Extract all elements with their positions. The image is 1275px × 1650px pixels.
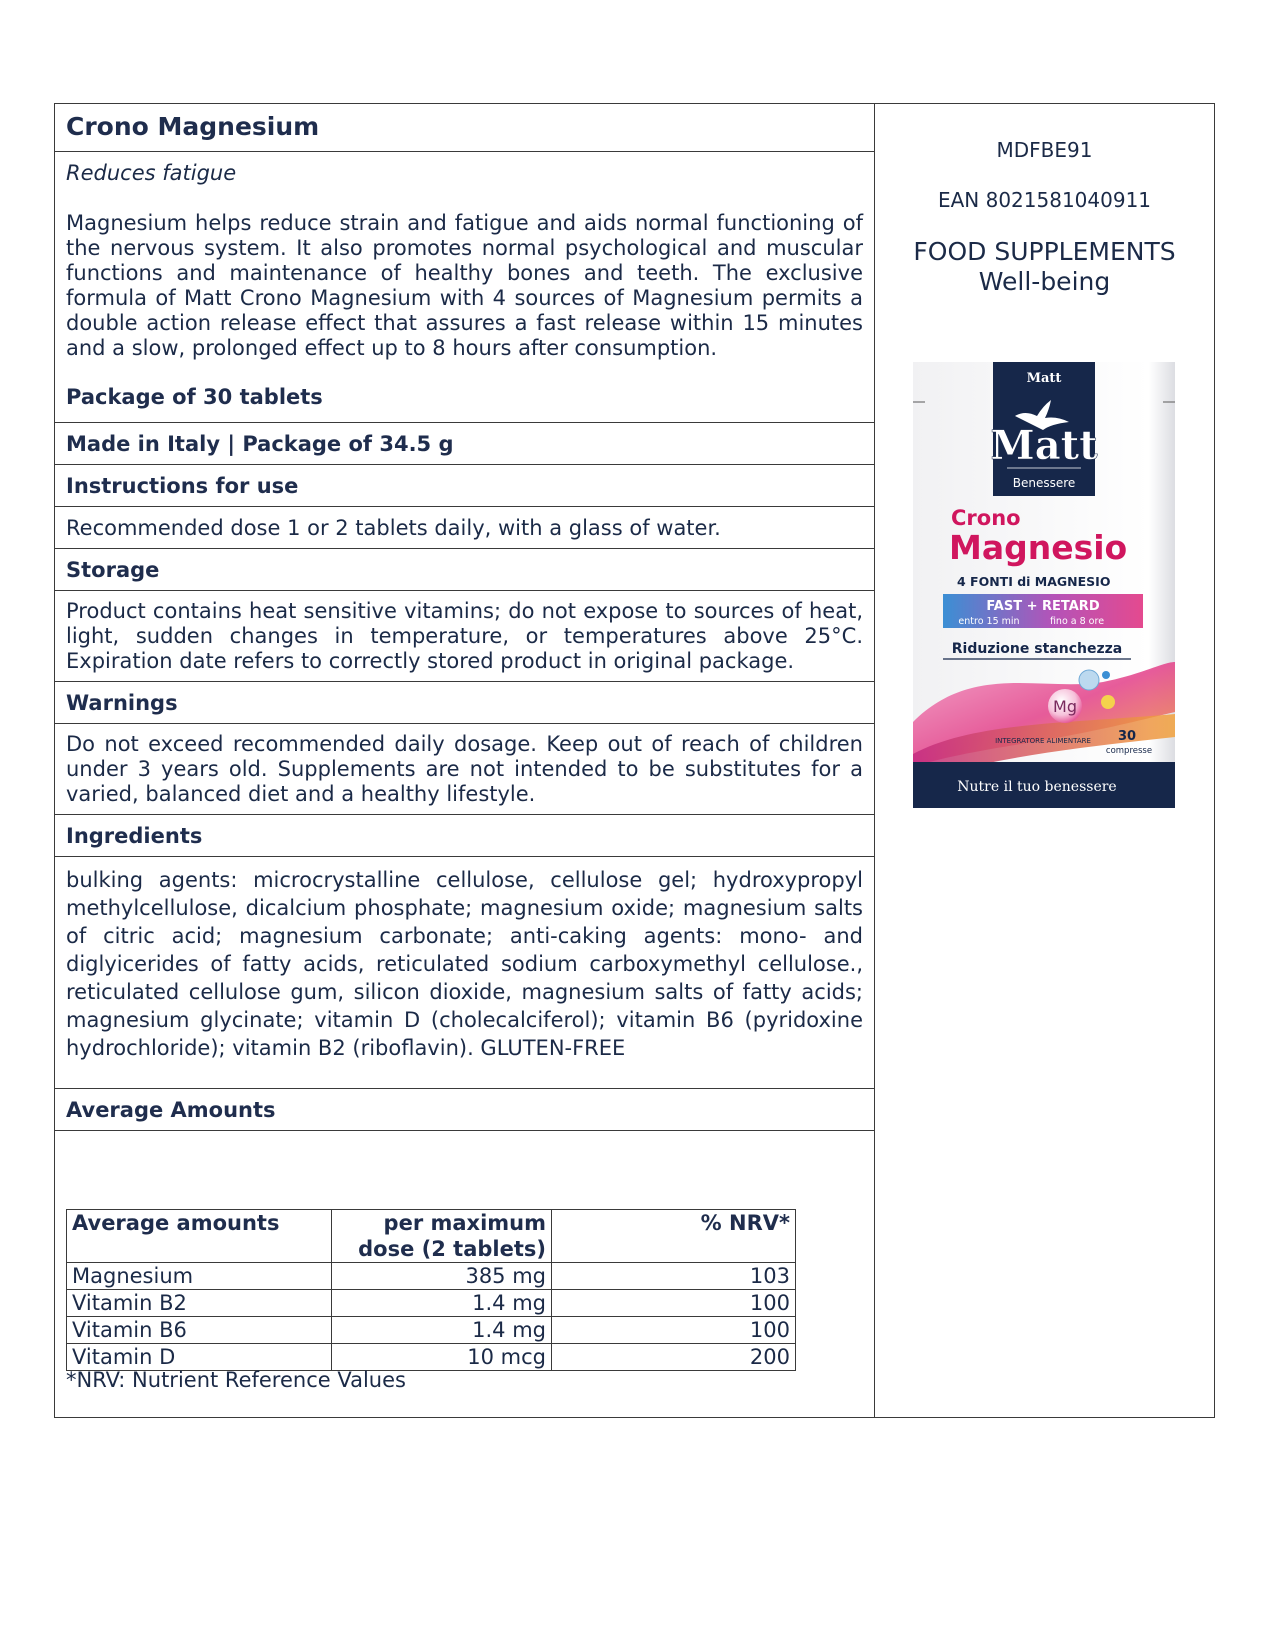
- nutrient-name: Vitamin B2: [67, 1290, 332, 1317]
- description-cell: [55, 152, 874, 423]
- nutrient-nrv: 100: [552, 1317, 796, 1344]
- nutrient-dose: 1.4 mg: [332, 1317, 552, 1344]
- origin-row: [55, 423, 874, 465]
- ingredients-row: [55, 857, 874, 1089]
- nutrient-name: Magnesium: [67, 1263, 332, 1290]
- pkg-sources: 4 FONTI di MAGNESIO: [957, 574, 1111, 589]
- instructions-text: Recommended dose 1 or 2 tablets daily, with a glass of water.: [66, 516, 721, 540]
- warnings-title: Warnings: [66, 691, 178, 715]
- package-size: Package of 30 tablets: [66, 385, 323, 409]
- amounts-title: Average Amounts: [66, 1098, 276, 1122]
- ingredients-text: bulking agents: microcrystalline cellulose, cellulose gel; hydroxypropyl methylcellulose, dicalcium phosphate; magnesium oxide; magnesium salts of citric acid; magnesium carbonate; anti-caking agents: mono- and diglyicerides of fatty acids, reticulated sodium carboxymethyl cellulose., reticulated cellulose gum, silicon dioxide, magnesium salts of fatty acids; magnesium glycinate; vitamin D (cholecalciferol); vitamin B6 (pyridoxine hydrochloride); vitamin B2 (riboflavin). GLUTEN-FREE: [66, 868, 863, 1060]
- table-row: [67, 1263, 796, 1290]
- instructions-title: Instructions for use: [66, 474, 299, 498]
- table-header-row: [67, 1210, 796, 1263]
- pkg-fast-retard: FAST + RETARD: [986, 599, 1100, 614]
- pkg-count: 30: [1117, 729, 1137, 744]
- nutrient-nrv: 103: [552, 1263, 796, 1290]
- ean-code: EAN 8021581040911: [937, 188, 1152, 212]
- ingredients-heading-row: [55, 815, 874, 857]
- pkg-claim: Riduzione stanchezza: [951, 641, 1123, 657]
- product-sheet: [54, 103, 1215, 1418]
- table-row: [67, 1317, 796, 1344]
- pkg-line: Benessere: [1012, 476, 1076, 490]
- pkg-symbol: Mg: [1053, 697, 1077, 716]
- pkg-count-label: compresse: [1105, 746, 1153, 756]
- pkg-slogan: Nutre il tuo benessere: [957, 779, 1117, 795]
- product-description: Magnesium helps reduce strain and fatigue and aids normal functioning of the nervous system. It also promotes normal psychological and muscular functions and maintenance of healthy bones and teeth. The exclusive formula of Matt Crono Magnesium with 4 sources of Magnesium permits a double action release effect that assures a fast release within 15 minutes and a slow, prolonged effect up to 8 hours after consumption.: [66, 211, 863, 360]
- subcategory-label: Well-being: [978, 267, 1111, 296]
- storage-row: [55, 591, 874, 682]
- nutrient-dose: 1.4 mg: [332, 1290, 552, 1317]
- instructions-row: [55, 507, 874, 549]
- storage-title: Storage: [66, 558, 160, 582]
- product-tagline: Reduces fatigue: [66, 161, 237, 185]
- ingredients-title: Ingredients: [66, 824, 203, 848]
- storage-heading-row: [55, 549, 874, 591]
- table-row: [67, 1344, 796, 1371]
- storage-text: Product contains heat sensitive vitamins; do not expose to sources of heat, light, sudden changes in temperature, or temperatures above 25°C. Expiration date refers to correctly stored product in original package.: [66, 599, 863, 673]
- warnings-heading-row: [55, 682, 874, 724]
- amounts-heading-row: [55, 1089, 874, 1131]
- pkg-retard-time: fino a 8 ore: [1049, 616, 1105, 627]
- nutrient-dose: 10 mcg: [332, 1344, 552, 1371]
- category-label: FOOD SUPPLEMENTS: [913, 237, 1176, 266]
- product-title: Crono Magnesium: [66, 112, 320, 141]
- pkg-brand-small: Matt: [1026, 371, 1062, 386]
- warnings-row: [55, 724, 874, 815]
- warnings-text: Do not exceed recommended daily dosage. Keep out of reach of children under 3 years old. Supplements are not intended to be substitutes for a varied, balanced diet and a healthy lifestyle.: [66, 732, 863, 806]
- nrv-footnote: *NRV: Nutrient Reference Values: [66, 1368, 406, 1392]
- nutrient-name: Vitamin B6: [67, 1317, 332, 1344]
- nutrient-dose: 385 mg: [332, 1263, 552, 1290]
- col-header-nutrient: Average amounts: [67, 1210, 332, 1263]
- product-package-image: [913, 362, 1183, 808]
- col-header-nrv: % NRV*: [552, 1210, 796, 1263]
- pkg-type: INTEGRATORE ALIMENTARE: [995, 737, 1091, 745]
- instructions-heading-row: [55, 465, 874, 507]
- nutrient-nrv: 100: [552, 1290, 796, 1317]
- table-row: [67, 1290, 796, 1317]
- origin-text: Made in Italy | Package of 34.5 g: [66, 432, 454, 456]
- pkg-brand: Matt: [990, 422, 1098, 469]
- nutrient-nrv: 200: [552, 1344, 796, 1371]
- amounts-table: [66, 1209, 796, 1371]
- right-column: [875, 104, 1214, 1417]
- product-code: MDFBE91: [996, 138, 1093, 162]
- title-row: [55, 104, 874, 152]
- left-column: [55, 104, 875, 1417]
- nutrient-name: Vitamin D: [67, 1344, 332, 1371]
- pkg-name-main: Magnesio: [949, 528, 1128, 567]
- package-illustration: [913, 362, 1183, 808]
- pkg-fast-time: entro 15 min: [958, 616, 1020, 627]
- col-header-dose: per maximum dose (2 tablets): [332, 1210, 552, 1263]
- pkg-name-top: Crono: [951, 506, 1021, 530]
